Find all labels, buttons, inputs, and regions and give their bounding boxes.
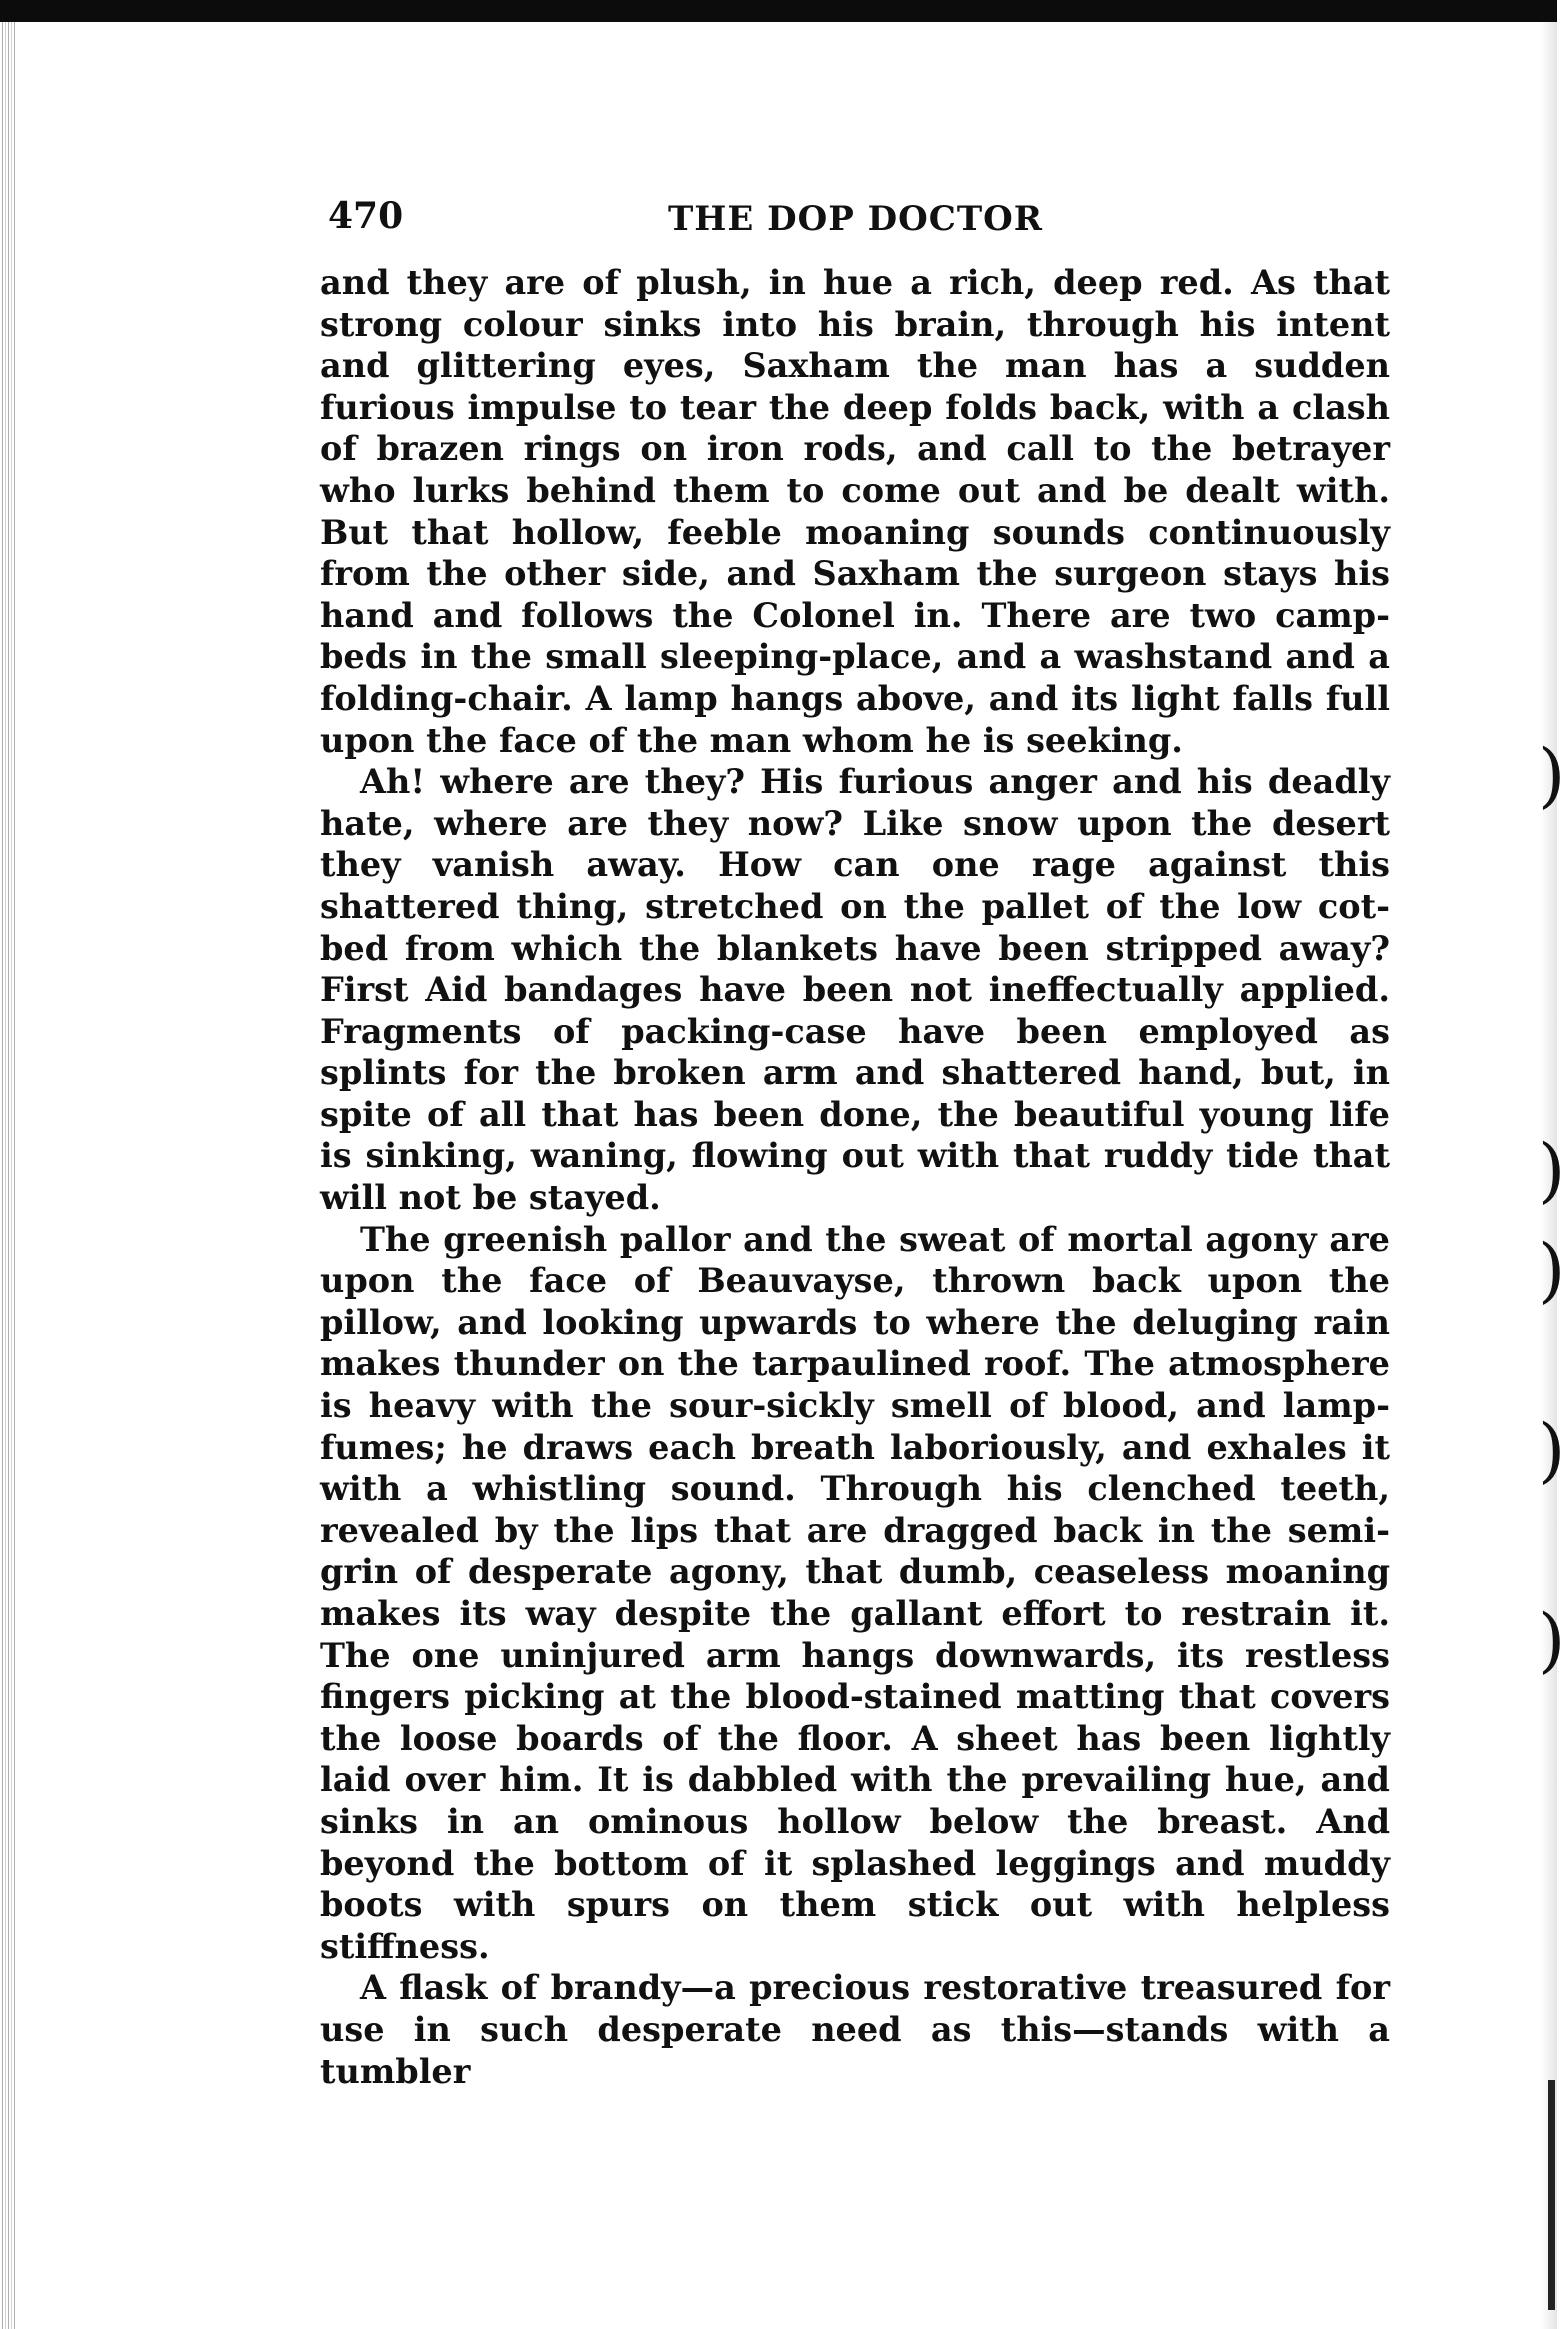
scan-left-gutter [0,22,16,2329]
margin-bracket-mark: ) [1538,1409,1565,1491]
body-text [320,262,1390,2092]
margin-bracket-mark: ) [1538,1229,1565,1311]
margin-bracket-mark: ) [1538,1129,1565,1211]
paragraph: The greenish pallor and the sweat of mortal agony are upon the face of Beauvayse, thrown back upon the pillow, and looking upwards to where the deluging rain makes thunder on the tarpaulined roof. The atmosphere is heavy with the sour-sickly smell of blood, and lamp-fumes; he draws each breath laboriously, and exhales it with a whistling sound. Through his clenched teeth, revealed by the lips that are dragged back in the semi-grin of desperate agony, that dumb, ceaseless moaning makes its way despite the gallant effort to restrain it. The one uninjured arm hangs downwards, its restless fingers picking at the blood-stained matting that covers the loose boards of the floor. A sheet has been lightly laid over him. It is dabbled with the prevailing hue, and sinks in an ominous hollow below the breast. And beyond the bottom of it splashed leggings and muddy boots with spurs on them stick out with helpless stiffness. [320,1219,1390,1966]
margin-bracket-mark: ) [1538,734,1565,816]
paragraph: Ah! where are they? His furious anger and his deadly hate, where are they now? Like snow upon the desert they vanish away. How can one rage against this shattered thing, stretched on the pallet of the low cot-bed from which the blankets have been stripped away? First Aid bandages have been not ineffectually applied. Fragments of packing-case have been employed as splints for the broken arm and shattered hand, but, in spite of all that has been done, the beautiful young life is sinking, waning, flowing out with that ruddy tide that will not be stayed. [320,762,1390,1218]
running-title: THE DOP DOCTOR [668,199,1044,239]
scan-top-border [0,0,1557,22]
margin-bracket-mark: ) [1538,1599,1565,1681]
paragraph: and they are of plush, in hue a rich, deep red. As that strong colour sinks into his brain, through his intent and glittering eyes, Saxham the man has a sudden furious impulse to tear the deep folds back, with a clash of brazen rings on iron rods, and call to the betrayer who lurks behind them to come out and be dealt with. But that hollow, feeble moaning sounds continuously from the other side, and Saxham the surgeon stays his hand and follows the Colonel in. There are two camp-beds in the small sleeping-place, and a washstand and a folding-chair. A lamp hangs above, and its light falls full upon the face of the man whom he is seeking. [320,263,1390,760]
paragraph: A flask of brandy—a precious restorative treasured for use in such desperate need as this—stands with a tumbler [320,1968,1390,2091]
page-number: 470 [328,195,404,237]
scan-spine-shadow [1548,2080,1555,2310]
page-header [328,195,1392,255]
